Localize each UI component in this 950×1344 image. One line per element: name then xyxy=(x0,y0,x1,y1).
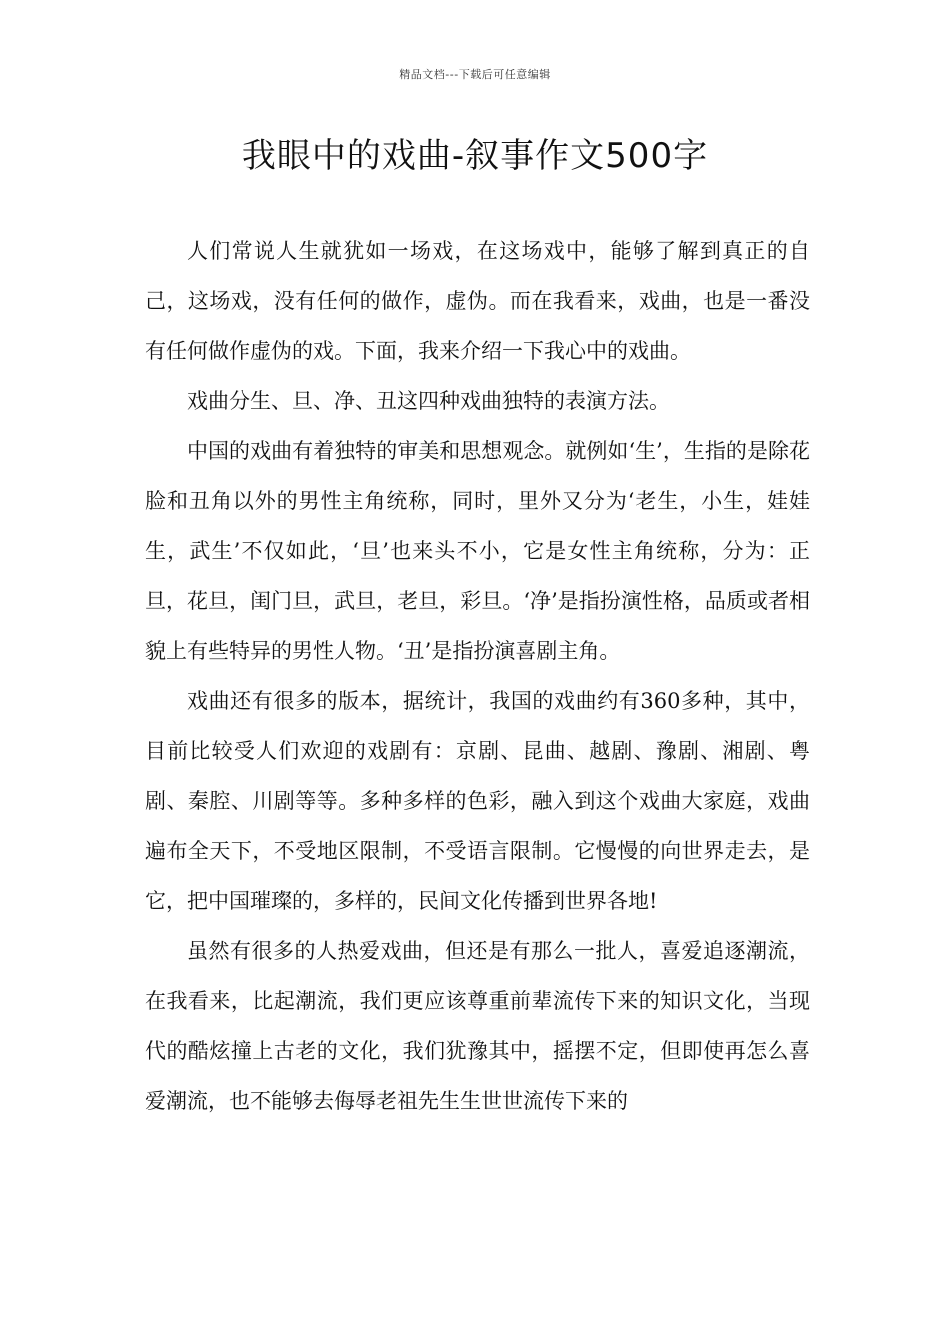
paragraph-2: 戏曲分生、旦、净、丑这四种戏曲独特的表演方法。 xyxy=(187,389,670,413)
page-title: 我眼中的戏曲-叙事作文500字 xyxy=(241,136,709,176)
paragraph-4: 戏曲还有很多的版本，据统计，我国的戏曲约有360多种，其中，目前比较受人们欢迎的戏剧有：京剧、昆曲、越剧、豫剧、湘剧、粤剧、秦腔、川剧等等。多种多样的色彩，融入到这个戏曲大家庭，戏曲遍布全天下，不受地区限制，不受语言限制。它慢慢的向世界走去，是它，把中国璀璨的，多样的，民间文化传播到世界各地! xyxy=(145,689,810,913)
paragraph-3: 中国的戏曲有着独特的审美和思想观念。就例如‘生’，生指的是除花脸和丑角以外的男性主角统称，同时，里外又分为‘老生，小生，娃娃生，武生’不仅如此，‘旦’也来头不小，它是女性主角统称，分为：正旦，花旦，闺门旦，武旦，老旦，彩旦。‘净’是指扮演性格，品质或者相貌上有些特异的男性人物。‘丑’是指扮演喜剧主角。 xyxy=(145,439,810,663)
header-note: 精品文档---下载后可任意编辑 xyxy=(399,68,551,81)
paragraph-1: 人们常说人生就犹如一场戏，在这场戏中，能够了解到真正的自己，这场戏，没有任何的做作，虚伪。而在我看来，戏曲，也是一番没有任何做作虚伪的戏。下面，我来介绍一下我心中的戏曲。 xyxy=(145,239,810,363)
article-body xyxy=(145,226,810,1126)
paragraph-5: 虽然有很多的人热爱戏曲，但还是有那么一批人，喜爱追逐潮流，在我看来，比起潮流，我们更应该尊重前辈流传下来的知识文化，当现代的酷炫撞上古老的文化，我们犹豫其中，摇摆不定，但即使再怎么喜爱潮流，也不能够去侮辱老祖先生生世世流传下来的 xyxy=(145,939,810,1113)
